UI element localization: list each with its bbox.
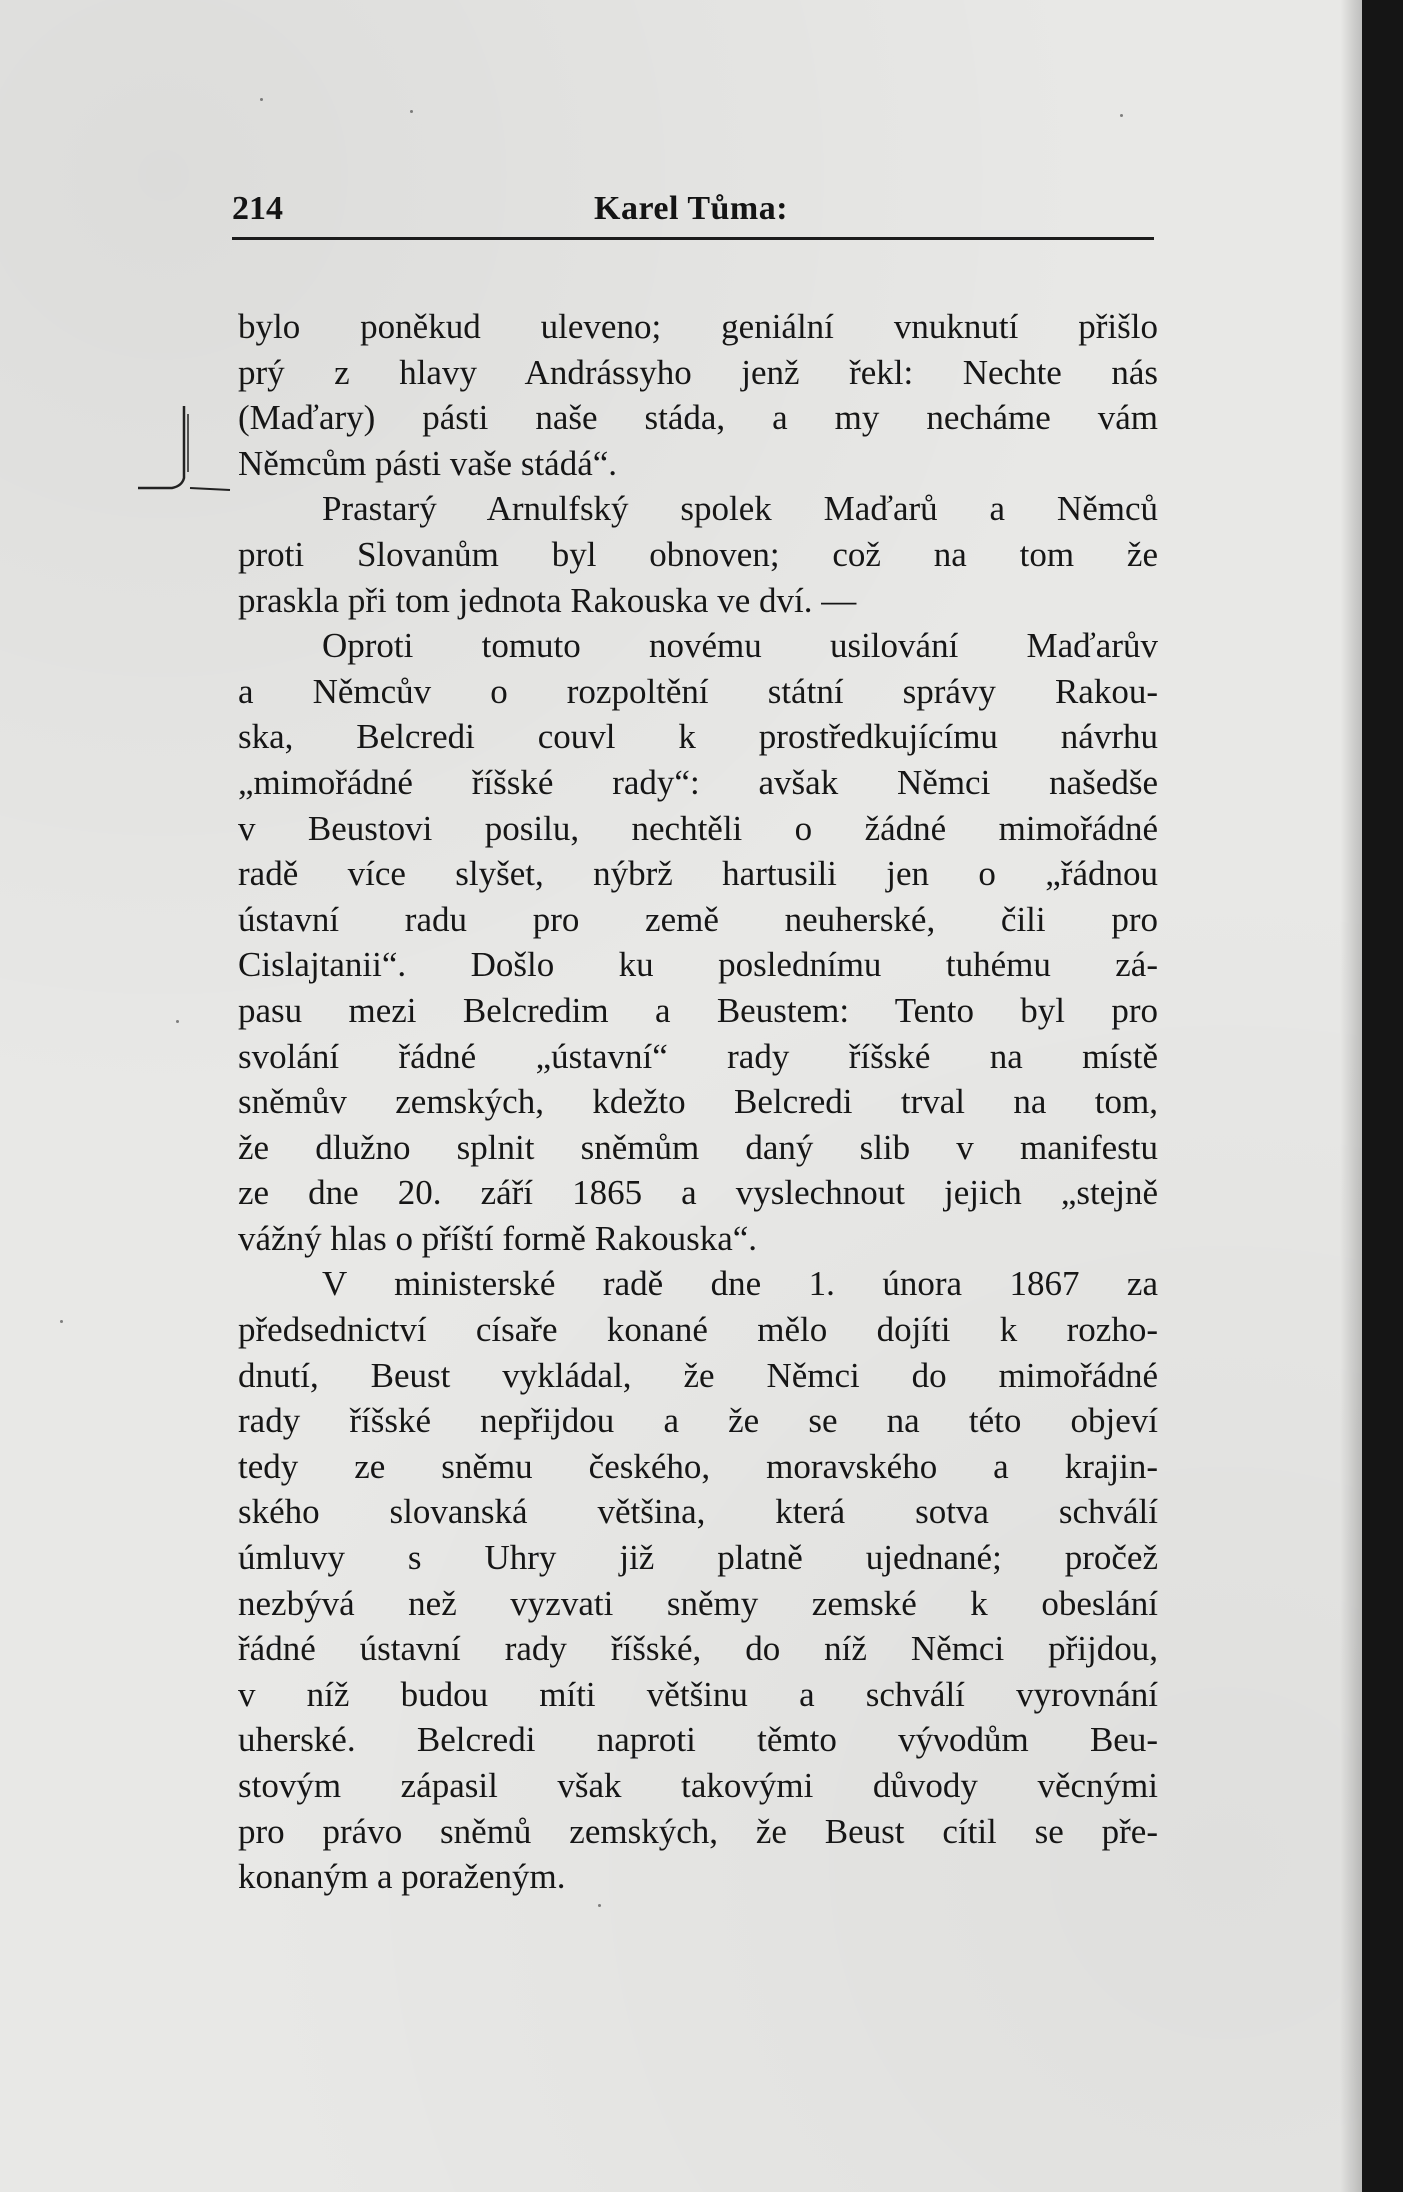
text-line: proti Slovanům byl obnoven; což na tom že <box>238 534 1158 574</box>
text-line: konaným a poraženým. <box>238 1857 566 1897</box>
page-header <box>232 186 1154 234</box>
text-line: radě více slyšet, nýbrž hartusili jen o „řádnou <box>238 854 1158 894</box>
paper-speck <box>1120 114 1123 117</box>
page-edge-shadow <box>1340 0 1362 2192</box>
text-line: ze dne 20. září 1865 a vyslechnout jejich „stejně <box>238 1173 1158 1213</box>
text-line: ska, Belcredi couvl k prostředkujícímu návrhu <box>238 717 1158 757</box>
text-line: bylo poněkud ulevenο; geniální vnuknutí přišlo <box>238 307 1158 346</box>
text-line: sněmův zemských, kdežto Belcredi trval na tom, <box>238 1082 1158 1122</box>
text-line: vážný hlas o příští formě Rakouska“. <box>238 1218 758 1258</box>
text-line: svolání řádné „ústavní“ rady říšské na místě <box>238 1036 1158 1076</box>
text-line: „mimořádné říšské rady“: avšak Němci našedše <box>238 762 1158 802</box>
text-line: ského slovanská většina, která sotva schválí <box>238 1492 1158 1532</box>
text-line: nezbývá než vyzvati sněmy zemské k obeslání <box>238 1583 1158 1623</box>
text-line: pro právo sněmů zemských, že Beust cítil se pře- <box>238 1811 1158 1851</box>
text-line: rady říšské nepřijdou a že se na této objeví <box>238 1401 1158 1441</box>
text-line: V ministerské radě dne 1. února 1867 za <box>322 1264 1158 1304</box>
text-line: v Beustovi posilu, nechtěli o žádné mimořádné <box>238 808 1158 848</box>
text-line: (Maďary) pásti naše stáda, a my necháme vám <box>238 398 1158 438</box>
paper-speck <box>410 110 413 113</box>
paper-speck <box>598 1904 601 1907</box>
text-line: prý z hlavy Andrássyho jenž řekl: Nechte nás <box>238 352 1158 392</box>
text-line: úmluvy s Uhry již platně ujednané; pročež <box>238 1538 1158 1578</box>
text-line: praskla při tom jednota Rakouska ve dví. — <box>238 580 857 620</box>
text-line: Němcům pásti vaše stádá“. <box>238 443 618 483</box>
body-text <box>238 304 1158 1900</box>
text-line: stovým zápasil však takovými důvody věcnými <box>238 1766 1158 1805</box>
text-line: a Němcův o rozpoltění státní správy Rakou- <box>238 671 1158 711</box>
margin-bracket-mark <box>132 400 232 492</box>
paper-speck <box>60 1320 63 1323</box>
text-line: ústavní radu pro země neuherské, čili pro <box>238 899 1158 939</box>
text-line: řádné ústavní rady říšské, do níž Němci přijdou, <box>238 1629 1158 1669</box>
text-line: Prastarý Arnulfský spolek Maďarů a Němců <box>322 489 1158 529</box>
running-head: Karel Tůma: <box>594 190 789 227</box>
text-line: pasu mezi Belcredim a Beustem: Tento byl pro <box>238 990 1158 1030</box>
text-line: že dlužno splnit sněmům daný slib v manifestu <box>238 1127 1158 1167</box>
text-line: Oproti tomuto novému usilování Maďarův <box>322 626 1158 666</box>
text-line: dnutí, Beust vykládal, že Němci do mimořádné <box>238 1355 1158 1395</box>
paper-speck <box>176 1020 179 1023</box>
text-line: tedy ze sněmu českého, moravského a krajin- <box>238 1446 1158 1486</box>
text-line: v níž budou míti většinu a schválí vyrovnání <box>238 1674 1158 1714</box>
paper-speck <box>260 98 263 101</box>
text-line: Cislajtanii“. Došlo ku poslednímu tuhému zá- <box>238 945 1158 985</box>
page-number: 214 <box>232 190 283 227</box>
header-rule <box>232 237 1154 240</box>
text-line: uherské. Belcredi naproti těmto výνodům Beu- <box>238 1720 1158 1760</box>
text-line: předsednictví císaře konané mělo dojíti k rozho- <box>238 1310 1158 1350</box>
